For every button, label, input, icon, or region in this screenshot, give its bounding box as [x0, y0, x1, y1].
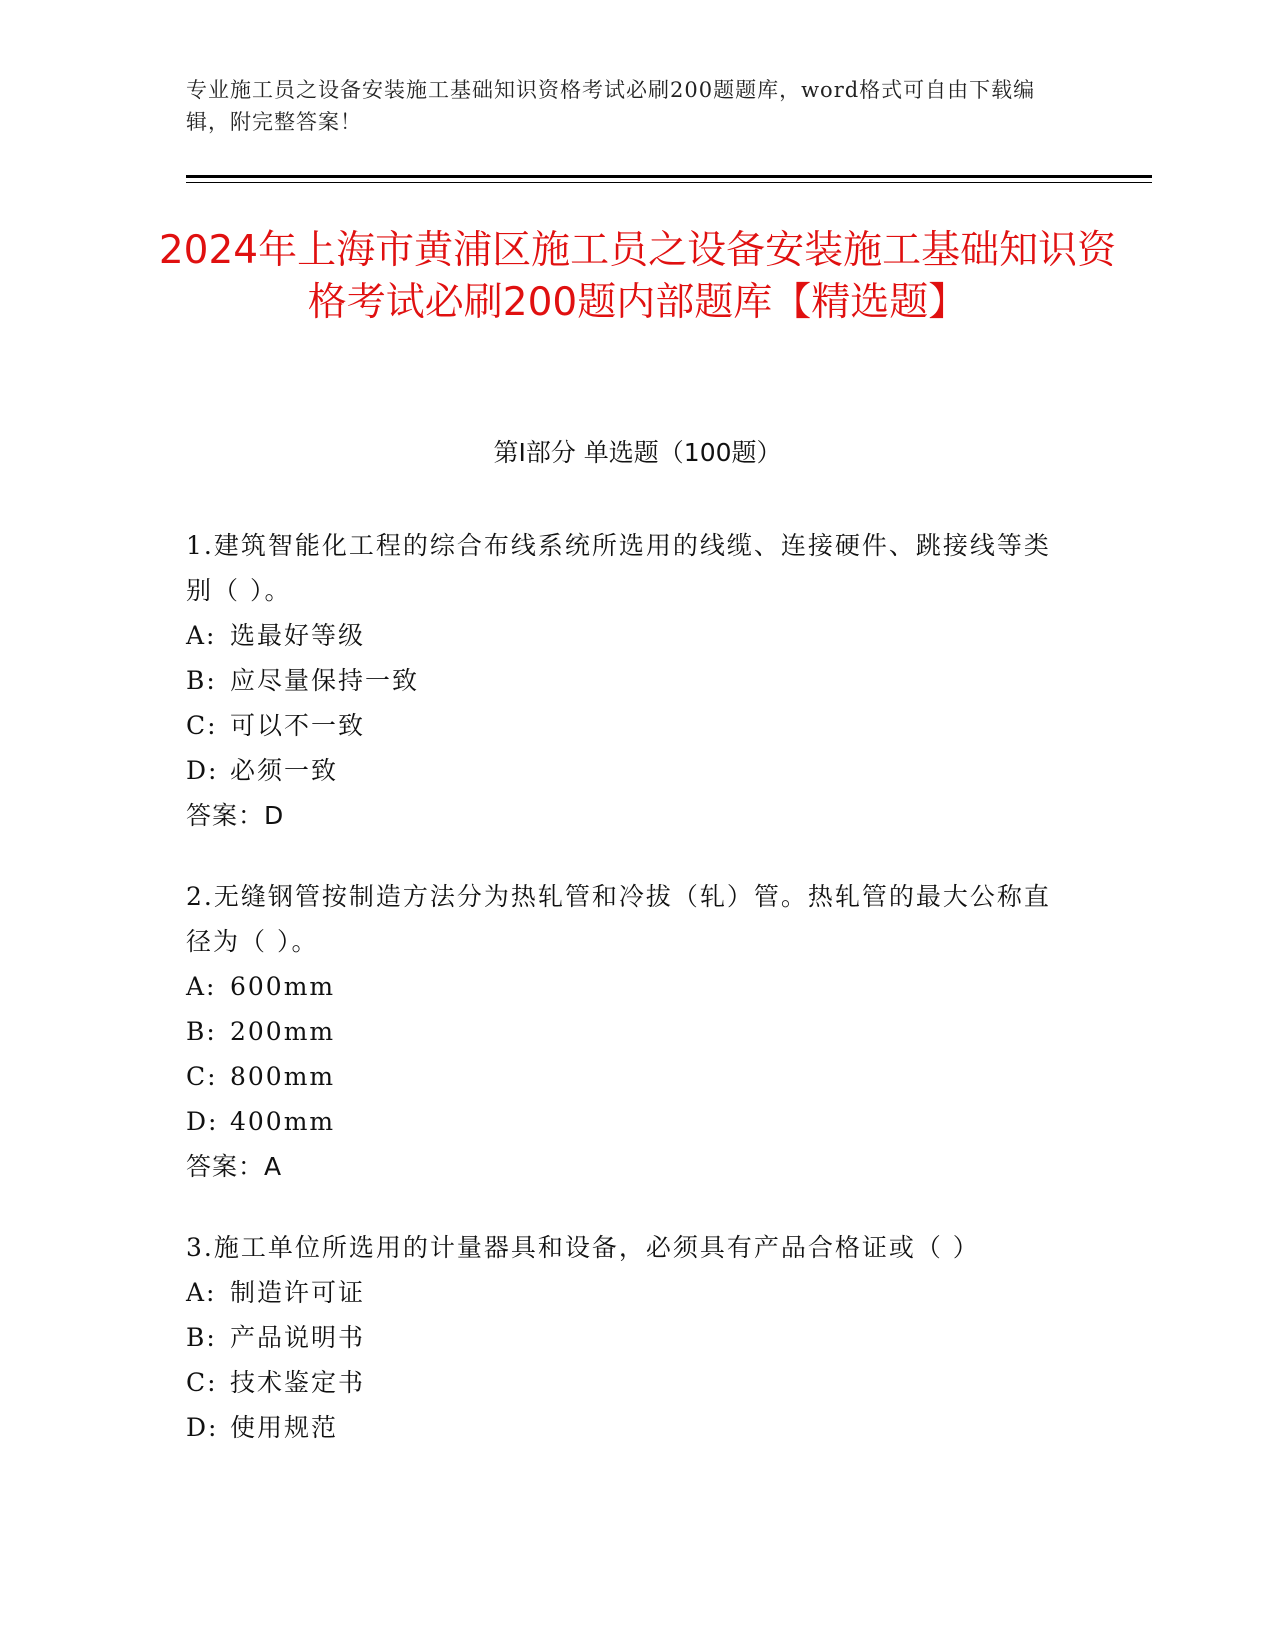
option-key: B:	[186, 1017, 217, 1046]
answer: 答案：A	[186, 1152, 283, 1181]
option-d	[186, 1099, 1066, 1144]
option-d	[186, 1405, 1066, 1450]
question-list	[186, 523, 1066, 1486]
option-key: A:	[186, 621, 217, 650]
option-a	[186, 1270, 1066, 1315]
option-key: D:	[186, 1107, 219, 1136]
question-1	[186, 523, 1066, 838]
answer: 答案：D	[186, 801, 285, 830]
option-text: 200mm	[230, 1017, 336, 1046]
option-text: 可以不一致	[230, 711, 366, 740]
section-heading: 第I部分 单选题（100题）	[493, 438, 782, 467]
question-stem: 2.无缝钢管按制造方法分为热轧管和冷拔（轧）管。热轧管的最大公称直径为（ ）。	[186, 882, 1051, 956]
question-2	[186, 874, 1066, 1189]
option-text: 必须一致	[230, 756, 339, 785]
option-text: 800mm	[230, 1062, 336, 1091]
option-text: 应尽量保持一致	[230, 666, 420, 695]
option-text: 600mm	[230, 972, 336, 1001]
option-b	[186, 1315, 1066, 1360]
option-text: 制造许可证	[230, 1278, 366, 1307]
option-c	[186, 703, 1066, 748]
option-key: B:	[186, 1323, 217, 1352]
option-key: D:	[186, 756, 219, 785]
option-a	[186, 613, 1066, 658]
option-key: A:	[186, 1278, 217, 1307]
question-stem: 3.施工单位所选用的计量器具和设备，必须具有产品合格证或（ ）	[186, 1233, 980, 1262]
option-c	[186, 1360, 1066, 1405]
header-divider-thick	[186, 175, 1152, 178]
option-b	[186, 1009, 1066, 1054]
question-stem: 1.建筑智能化工程的综合布线系统所选用的线缆、连接硬件、跳接线等类别（ ）。	[186, 531, 1051, 605]
header-divider-thin	[186, 182, 1152, 183]
option-a	[186, 964, 1066, 1009]
header-note: 专业施工员之设备安装施工基础知识资格考试必刷200题题库，word格式可自由下载编辑，附完整答案！	[186, 78, 1036, 134]
option-key: D:	[186, 1413, 219, 1442]
option-key: C:	[186, 1368, 218, 1397]
option-text: 400mm	[230, 1107, 336, 1136]
document-title: 2024年上海市黄浦区施工员之设备安装施工基础知识资格考试必刷200题内部题库【精选题】	[158, 228, 1117, 325]
option-key: A:	[186, 972, 217, 1001]
option-text: 使用规范	[230, 1413, 339, 1442]
option-key: B:	[186, 666, 217, 695]
option-text: 技术鉴定书	[230, 1368, 366, 1397]
question-3	[186, 1225, 1066, 1450]
option-d	[186, 748, 1066, 793]
option-key: C:	[186, 711, 218, 740]
option-text: 选最好等级	[230, 621, 366, 650]
option-key: C:	[186, 1062, 218, 1091]
option-text: 产品说明书	[230, 1323, 366, 1352]
option-c	[186, 1054, 1066, 1099]
option-b	[186, 658, 1066, 703]
